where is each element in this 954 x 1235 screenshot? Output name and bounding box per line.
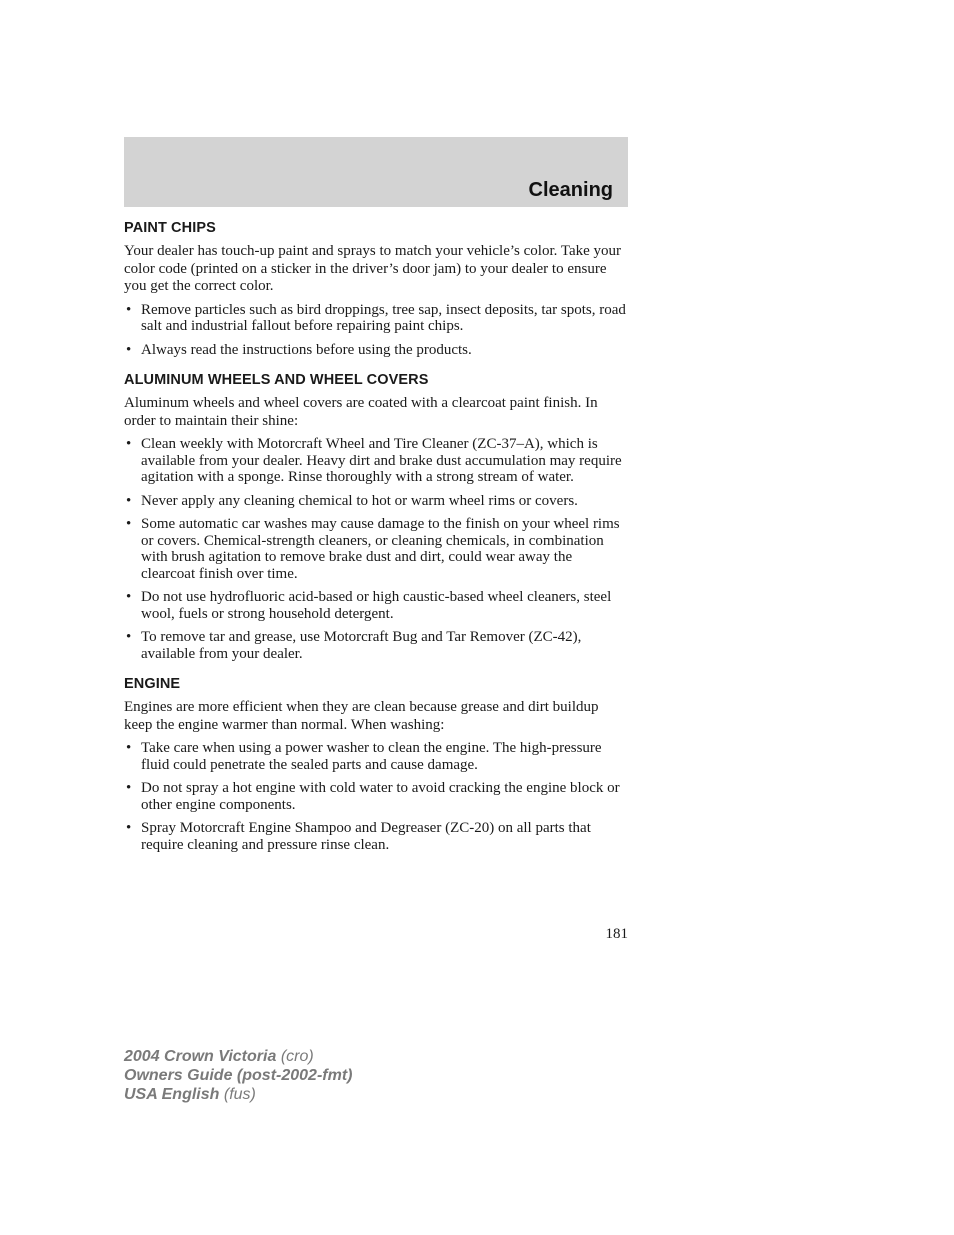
list-item xyxy=(124,589,628,622)
section-paint-chips xyxy=(124,220,628,358)
list-item-text: Always read the instructions before using the products. xyxy=(141,341,472,358)
footer-line-model xyxy=(124,1047,352,1066)
section-heading: ENGINE xyxy=(124,676,181,692)
list-item xyxy=(124,820,628,853)
footer-line-guide xyxy=(124,1066,352,1085)
list-item-text: Spray Motorcraft Engine Shampoo and Degreaser (ZC-20) on all parts that require cleaning and pressure rinse clean. xyxy=(141,820,591,853)
section-aluminum-wheels xyxy=(124,372,628,662)
bullet-icon: • xyxy=(126,436,132,452)
bullet-list xyxy=(124,302,628,359)
section-header-band xyxy=(124,137,628,207)
list-item-text: Do not spray a hot engine with cold water to avoid cracking the engine block or other engine components. xyxy=(141,780,620,813)
document-footer xyxy=(124,1047,352,1104)
footer-language-name: USA English xyxy=(124,1086,220,1103)
page-content xyxy=(124,220,628,867)
list-item xyxy=(124,436,628,486)
page-number: 181 xyxy=(605,926,628,942)
list-item xyxy=(124,780,628,813)
section-title: Cleaning xyxy=(528,179,613,201)
section-engine xyxy=(124,676,628,853)
list-item xyxy=(124,342,628,359)
list-item xyxy=(124,740,628,773)
footer-language-code: (fus) xyxy=(223,1086,256,1103)
bullet-icon: • xyxy=(126,492,132,509)
footer-model-name: 2004 Crown Victoria xyxy=(124,1048,277,1065)
list-item xyxy=(124,516,628,582)
bullet-icon: • xyxy=(126,301,132,318)
bullet-list xyxy=(124,740,628,853)
bullet-icon: • xyxy=(126,740,132,756)
bullet-icon: • xyxy=(126,820,132,836)
section-intro: Engines are more efficient when they are clean because grease and dirt buildup keep the engine warmer than normal. When washing: xyxy=(124,699,599,733)
footer-model-code: (cro) xyxy=(280,1048,314,1065)
list-item xyxy=(124,302,628,335)
section-intro: Your dealer has touch-up paint and sprays to match your vehicle’s color. Take your color code (printed on a sticker in the driver’s door jam) to your dealer to ensure you get the correct color. xyxy=(124,243,622,294)
bullet-icon: • xyxy=(126,341,132,358)
list-item xyxy=(124,629,628,662)
list-item-text: Clean weekly with Motorcraft Wheel and Tire Cleaner (ZC-37–A), which is available from your dealer. Heavy dirt and brake dust accumulation may require agitation with a sponge. Rinse thoroughly with a strong stream of water. xyxy=(141,436,622,485)
list-item-text: Some automatic car washes may cause damage to the finish on your wheel rims or covers. Chemical-strength cleaners, or cleaning chemicals, in combination with brush agitation to remove brake dust and dirt, could wear away the clearcoat finish over time. xyxy=(141,516,620,582)
list-item-text: To remove tar and grease, use Motorcraft Bug and Tar Remover (ZC-42), available from your dealer. xyxy=(141,629,582,662)
list-item-text: Never apply any cleaning chemical to hot or warm wheel rims or covers. xyxy=(141,492,578,509)
bullet-icon: • xyxy=(126,629,132,645)
bullet-icon: • xyxy=(126,589,132,605)
section-heading: PAINT CHIPS xyxy=(124,220,216,236)
list-item-text: Take care when using a power washer to clean the engine. The high-pressure fluid could penetrate the sealed parts and cause damage. xyxy=(141,740,602,773)
section-heading: ALUMINUM WHEELS AND WHEEL COVERS xyxy=(124,372,429,388)
footer-guide-name: Owners Guide (post-2002-fmt) xyxy=(124,1067,353,1084)
section-intro: Aluminum wheels and wheel covers are coated with a clearcoat paint finish. In order to maintain their shine: xyxy=(124,395,598,429)
bullet-list xyxy=(124,436,628,662)
bullet-icon: • xyxy=(126,780,132,796)
list-item-text: Do not use hydrofluoric acid-based or high caustic-based wheel cleaners, steel wool, fuels or strong household detergent. xyxy=(141,589,612,622)
bullet-icon: • xyxy=(126,516,132,532)
footer-line-language xyxy=(124,1085,352,1104)
list-item-text: Remove particles such as bird droppings, tree sap, insect deposits, tar spots, road salt and industrial fallout before repairing paint chips. xyxy=(141,301,626,334)
list-item xyxy=(124,493,628,510)
